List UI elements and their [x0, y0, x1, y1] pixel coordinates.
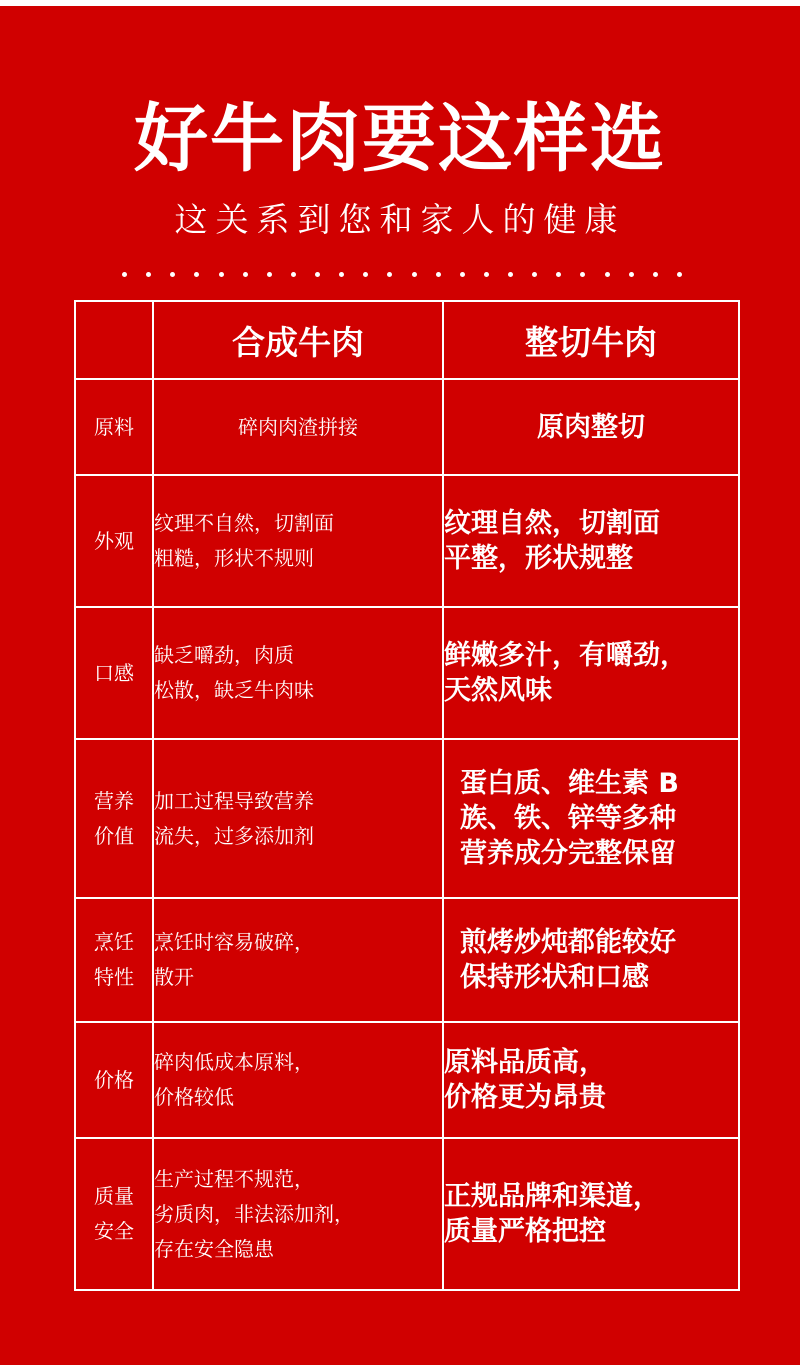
divider-dot: [267, 272, 272, 277]
synthetic-price: 碎肉低成本原料， 价格较低: [153, 1022, 443, 1138]
row-label-appearance: 外观: [75, 475, 153, 607]
divider-dot: [677, 272, 682, 277]
divider-dot: [412, 272, 417, 277]
divider-dot: [532, 272, 537, 277]
divider-dot: [170, 272, 175, 277]
divider-dot: [146, 272, 151, 277]
page-title: 好牛肉要这样选: [134, 96, 666, 182]
row-label-texture: 口感: [75, 607, 153, 739]
divider-dot: [556, 272, 561, 277]
table-row-quality-safety: [75, 1138, 739, 1290]
synthetic-texture: 缺乏嚼劲，肉质 松散，缺乏牛肉味: [153, 607, 443, 739]
whole-price: 原料品质高， 价格更为昂贵: [443, 1022, 739, 1138]
table-row-raw-material: [75, 379, 739, 475]
synthetic-raw-material: 碎肉肉渣拼接: [153, 379, 443, 475]
row-label-quality-safety: 质量 安全: [75, 1138, 153, 1290]
synthetic-appearance: 纹理不自然，切割面 粗糙，形状不规则: [153, 475, 443, 607]
divider-dot: [339, 272, 344, 277]
comparison-table: [74, 300, 740, 1291]
divider-dot: [243, 272, 248, 277]
row-label-price: 价格: [75, 1022, 153, 1138]
row-label-raw-material: 原料: [75, 379, 153, 475]
whole-raw-material: 原肉整切: [443, 379, 739, 475]
divider-dot: [291, 272, 296, 277]
divider-dot: [580, 272, 585, 277]
divider-dot: [653, 272, 658, 277]
table-header-row: [75, 301, 739, 379]
table-row-texture: [75, 607, 739, 739]
table-row-cooking: [75, 898, 739, 1022]
table-row-appearance: [75, 475, 739, 607]
synthetic-cooking: 烹饪时容易破碎， 散开: [153, 898, 443, 1022]
table-row-price: [75, 1022, 739, 1138]
divider-dot: [460, 272, 465, 277]
divider-dot: [315, 272, 320, 277]
table-row-nutrition: [75, 739, 739, 898]
divider-dot: [508, 272, 513, 277]
header-synthetic-beef: 合成牛肉: [153, 301, 443, 379]
header-corner-cell: [75, 301, 153, 379]
synthetic-nutrition: 加工过程导致营养 流失，过多添加剂: [153, 739, 443, 898]
page-subtitle: 这关系到您和家人的健康: [174, 200, 626, 239]
whole-cooking: 煎烤炒炖都能较好 保持形状和口感: [443, 898, 739, 1022]
divider-dot: [484, 272, 489, 277]
dot-divider: [122, 270, 682, 278]
divider-dot: [605, 272, 610, 277]
divider-dot: [194, 272, 199, 277]
divider-dot: [122, 272, 127, 277]
divider-dot: [436, 272, 441, 277]
divider-dot: [363, 272, 368, 277]
divider-dot: [387, 272, 392, 277]
whole-texture: 鲜嫩多汁，有嚼劲， 天然风味: [443, 607, 739, 739]
synthetic-quality-safety: 生产过程不规范， 劣质肉，非法添加剂， 存在安全隐患: [153, 1138, 443, 1290]
whole-nutrition: 蛋白质、维生素 B 族、铁、锌等多种 营养成分完整保留: [443, 739, 739, 898]
row-label-cooking: 烹饪 特性: [75, 898, 153, 1022]
divider-dot: [219, 272, 224, 277]
header-whole-cut-beef: 整切牛肉: [443, 301, 739, 379]
divider-dot: [629, 272, 634, 277]
whole-quality-safety: 正规品牌和渠道， 质量严格把控: [443, 1138, 739, 1290]
whole-appearance: 纹理自然，切割面 平整，形状规整: [443, 475, 739, 607]
row-label-nutrition: 营养 价值: [75, 739, 153, 898]
